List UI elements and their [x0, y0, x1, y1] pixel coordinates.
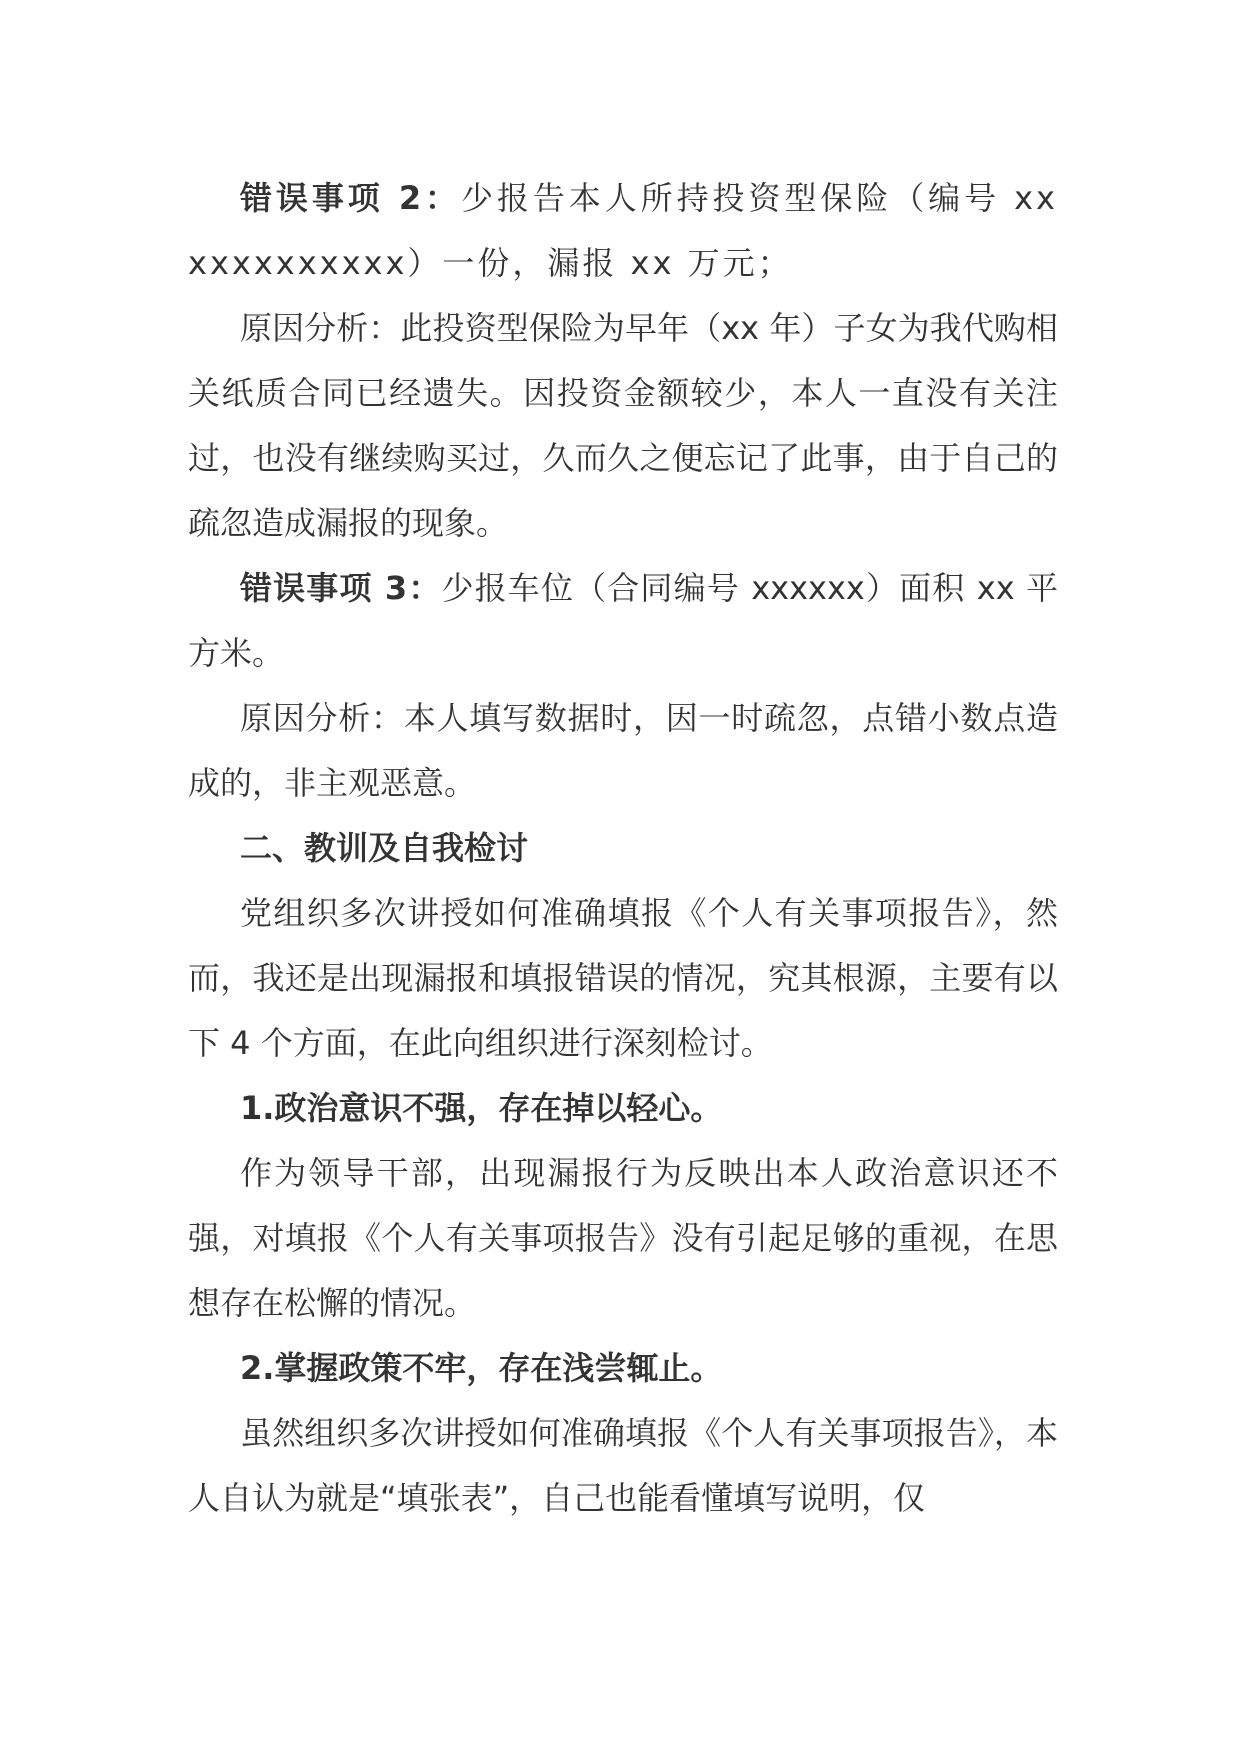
cause-analysis-2-paragraph: 原因分析：此投资型保险为早年（xx 年）子女为我代购相关纸质合同已经遗失。因投资金额较少，本人一直没有关注过，也没有继续购买过，久而久之便忘记了此事，由于自己的疏忽造成漏报的现象。: [188, 309, 1058, 542]
point-2-paragraph: 虽然组织多次讲授如何准确填报《个人有关事项报告》，本人自认为就是“填张表”，自己也能看懂填写说明，仅: [188, 1414, 1058, 1517]
error-item-3-text: 少报车位（合同编号 xxxxxx）面积 xx 平方米。: [188, 569, 1058, 672]
point-1-heading: 1.政治意识不强，存在掉以轻心。: [240, 1089, 723, 1127]
error-item-2-label: 错误事项 2：: [240, 179, 461, 217]
error-item-2-text: 少报告本人所持投资型保险（编号 xxxxxxxxxxxx）一份，漏报 xx 万元；: [188, 179, 1058, 282]
section-heading: 二、教训及自我检讨: [240, 829, 529, 867]
error-item-3-label: 错误事项 3：: [240, 569, 442, 607]
document-page: [188, 166, 1058, 1531]
cause-analysis-3-paragraph: 原因分析：本人填写数据时，因一时疏忽，点错小数点造成的，非主观恶意。: [188, 699, 1058, 802]
error-item-2-paragraph: [188, 166, 1058, 296]
point-1-paragraph: 作为领导干部，出现漏报行为反映出本人政治意识还不强，对填报《个人有关事项报告》没有引起足够的重视，在思想存在松懈的情况。: [188, 1154, 1058, 1322]
point-2-heading: 2.掌握政策不牢，存在浅尝辄止。: [240, 1349, 723, 1387]
error-item-3-paragraph: [188, 556, 1058, 686]
section-intro-paragraph: 党组织多次讲授如何准确填报《个人有关事项报告》，然而，我还是出现漏报和填报错误的情况，究其根源，主要有以下 4 个方面，在此向组织进行深刻检讨。: [188, 894, 1058, 1062]
